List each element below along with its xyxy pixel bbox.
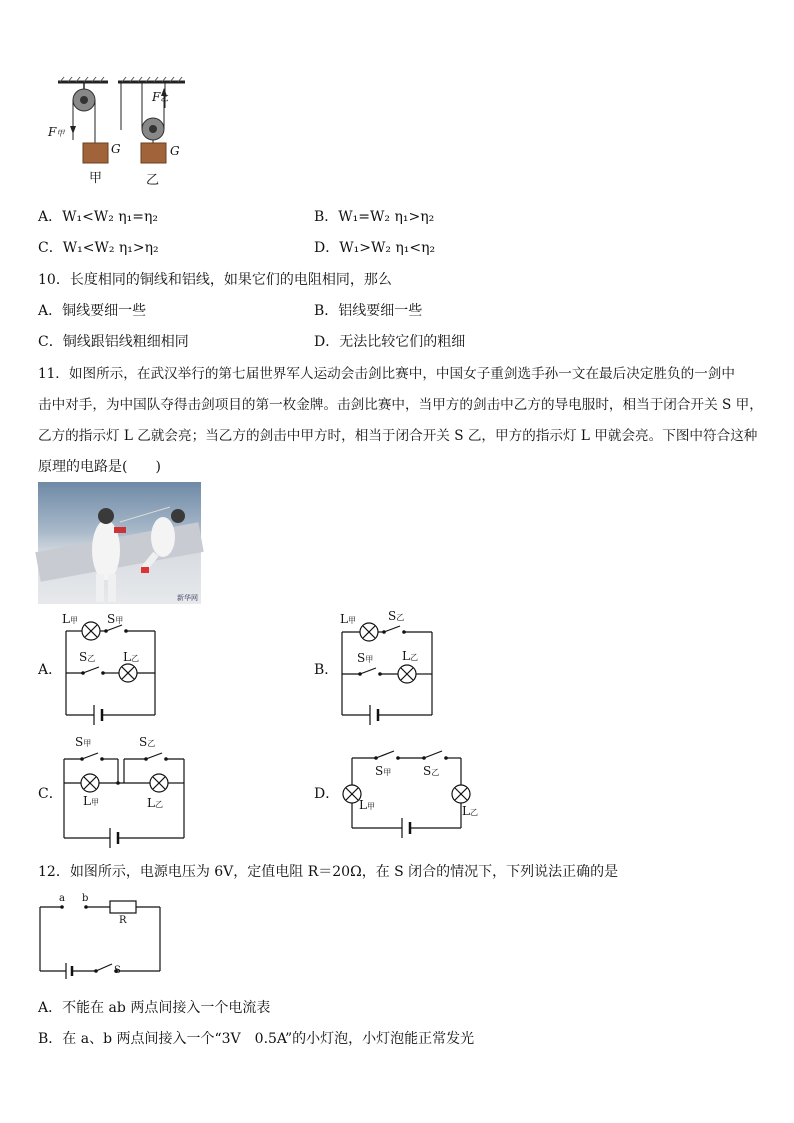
photo-watermark: 新华网 (177, 594, 198, 602)
q11-stem-line1: 11．如图所示，在武汉举行的第七届世界军人运动会击剑比赛中，中国女子重剑选手孙一文在最后决定胜负的一剑中 (38, 366, 735, 382)
q9-option-d[interactable]: D．W₁>W₂ η₁<η₂ (314, 240, 436, 256)
q11-stem-line2: 击中对手，为中国队夺得击剑项目的第一枚金牌。击剑比赛中，当甲方的剑击中乙方的导电服时，相当于闭合开关 S 甲， (38, 397, 763, 413)
weight-label-1: G (111, 142, 121, 156)
q12-option-a[interactable]: A．不能在 ab 两点间接入一个电流表 (38, 1000, 271, 1016)
q10-option-b[interactable]: B．铝线要细一些 (314, 303, 423, 319)
q11-stem-line4: 原理的电路是( ) (38, 459, 161, 475)
q10-option-c[interactable]: C．铜线跟铝线粗细相同 (38, 334, 189, 350)
q9-option-a[interactable]: A．W₁<W₂ η₁=η₂ (38, 209, 159, 225)
q11-option-d[interactable]: D． (314, 786, 340, 802)
q11-stem-line3: 乙方的指示灯 L 乙就会亮；当乙方的剑击中甲方时，相当于闭合开关 S 乙，甲方的指示灯 L 甲就会亮。下图中符合这种 (38, 428, 758, 444)
q9-option-c[interactable]: C．W₁<W₂ η₁>η₂ (38, 240, 159, 256)
force-label-yi: F乙 (152, 90, 169, 104)
q11-option-b[interactable]: B． (314, 662, 339, 678)
figure-label-yi: 乙 (146, 173, 160, 188)
q10-stem: 10．长度相同的铜线和铝线，如果它们的电阻相同，那么 (38, 272, 392, 288)
q11-option-c[interactable]: C． (38, 786, 63, 802)
fencing-photo (38, 482, 201, 604)
q10-option-a[interactable]: A．铜线要细一些 (38, 303, 147, 319)
q9-option-b[interactable]: B．W₁=W₂ η₁>η₂ (314, 209, 435, 225)
q12-stem: 12．如图所示，电源电压为 6V，定值电阻 R＝20Ω，在 S 闭合的情况下，下列说法正确的是 (38, 864, 619, 880)
force-label-jia: F甲 (48, 125, 65, 139)
q11-option-a[interactable]: A． (38, 662, 63, 678)
q12-option-b[interactable]: B．在 a、b 两点间接入一个“3V 0.5A”的小灯泡，小灯泡能正常发光 (38, 1031, 475, 1047)
figure-label-jia: 甲 (89, 171, 103, 186)
q10-option-d[interactable]: D．无法比较它们的粗细 (314, 334, 466, 350)
weight-label-2: G (170, 144, 180, 158)
